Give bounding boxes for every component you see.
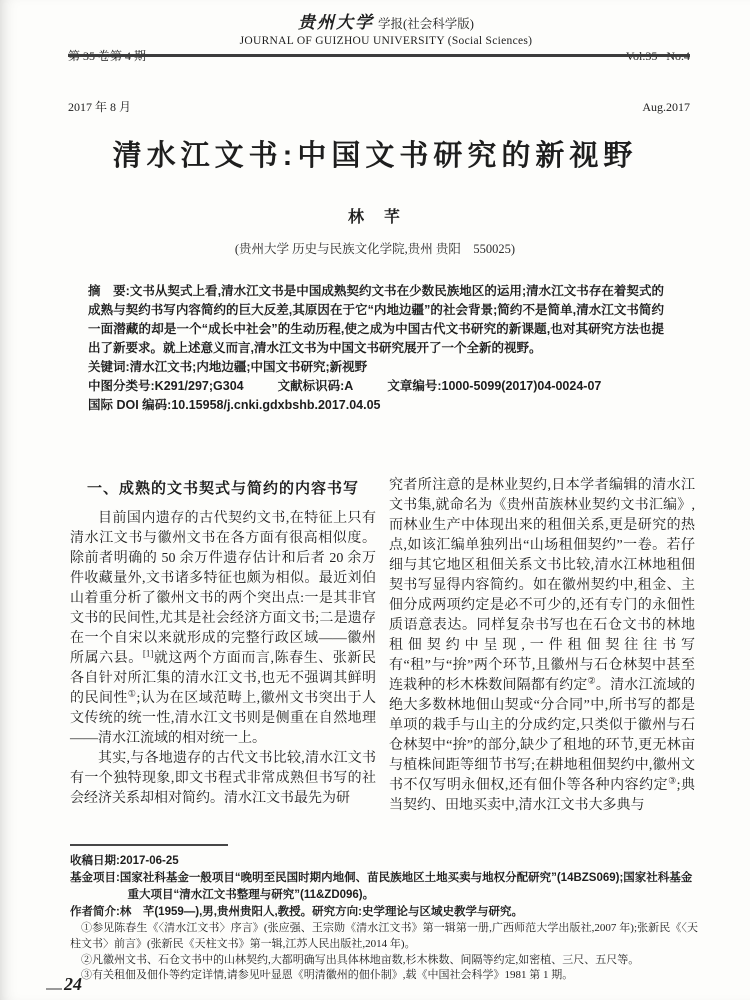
left-column (70, 476, 376, 816)
doi-value: 10.15958/j.cnki.gdxbshb.2017.04.05 (171, 398, 381, 412)
fund-text: 国家社科基金一般项目“晚明至民国时期内地侗、苗民族地区土地买卖与地权分配研究”(14BZS069);国家社科基金重大项目“清水江文书整理与研究”(11&ZD096)。 (119, 872, 693, 901)
journal-name-cn (240, 14, 533, 33)
header-volume-info (626, 14, 690, 150)
body-columns (70, 476, 695, 816)
keywords-label: 关键词: (88, 360, 130, 374)
header-divider-rule (68, 54, 690, 57)
clc-value: K291/297;G304 (154, 379, 244, 393)
page-header (68, 14, 690, 150)
header-issue-info (68, 14, 146, 150)
footnote-2: ②凡徽州文书、石仓文书中的山林契约,大都明确写出具体林地亩数,杉木株数、间隔等约定,如密植、三尺、五尺等。 (81, 953, 640, 966)
abstract-block (88, 282, 664, 415)
journal-name-suffix: 学报(社会科学版) (378, 17, 474, 31)
article-id-label: 文章编号: (387, 379, 442, 393)
keywords-text: 清水江文书;内地边疆;中国文书研究;新视野 (129, 360, 368, 374)
doc-code-label: 文献标识码: (277, 379, 345, 393)
bio-label: 作者简介: (70, 906, 120, 918)
page-number-tick (46, 988, 62, 990)
abstract-label: 摘 要: (88, 284, 130, 298)
page-number: 24 (64, 974, 82, 994)
footnote-divider-rule (70, 844, 228, 846)
article-title: 清水江文书:中国文书研究的新视野 (112, 140, 638, 172)
doi-line (88, 396, 664, 415)
section-heading: 一、成熟的文书契式与简约的内容书写 (86, 480, 359, 497)
received-label: 收稿日期: (70, 855, 120, 867)
issue-date-cn: 2017 年 8 月 (68, 100, 132, 114)
doi-label: 国际 DOI 编码: (88, 398, 172, 412)
journal-name-en: JOURNAL OF GUIZHOU UNIVERSITY (Social Sciences) (239, 35, 533, 47)
right-column (389, 476, 695, 816)
article-author: 林 芊 (347, 209, 402, 226)
footnote-1: ①参见陈春生《〈清水江文书〉序言》(张应强、王宗勋《清水江文书》第一辑第一册,广西师范大学出版社,2007 年);张新民《〈天柱文书〉前言》(张新民《天柱文书》第一辑,江苏人民出版社,2014 年)。 (70, 922, 698, 950)
issue-date-en: Aug.2017 (642, 100, 690, 114)
journal-name-block (240, 14, 533, 50)
author-affiliation: (贵州大学 历史与民族文化学院,贵州 贵阳 550025) (234, 242, 516, 256)
page-number-block (46, 974, 82, 995)
body-paragraph: 其实,与各地遗存的古代文书比较,清水江文书有一个独特现象,即文书程式非常成熟但书写的社会经济关系却相对简约。清水江文书最先为研 (70, 751, 376, 806)
footer-block (70, 853, 698, 984)
received-value: 2017-06-25 (119, 855, 179, 867)
bio-text: 林 芊(1959—),男,贵州贵阳人,教授。研究方向:史学理论与区域史教学与研究。 (119, 906, 523, 918)
abstract-text: 文书从契式上看,清水江文书是中国成熟契约文书在少数民族地区的运用;清水江文书存在着契式的成熟与契约书写内容简约的巨大反差,其原因在于它“内地边疆”的社会背景;简约不是简单,清水江文书简约一面潜藏的却是一个“成长中社会”的生动历程,使之成为中国古代文书研究的新课题,也对其研究方法也提出了新要求。就上述意义而言,清水江文书为中国文书研究展开了一个全新的视野。 (88, 284, 664, 355)
received-date-line (70, 853, 698, 870)
body-paragraph: 究者所注意的是林业契约,日本学者编辑的清水江文书集,就命名为《贵州苗族林业契约文书汇编》,而林业生产中体现出来的租佃关系,更是研究的热点,如该汇编单独列出“山场租佃契约”一卷。若仔细与其它地区租佃关系文书比较,清水江林地租佃契书写显得内容简约。如在徽州契约中,租金、主佃分成两项约定是必不可少的,还有专门的永佃性质语意表达。同样复杂书写也在石仓文书的林地租佃契约中呈现,一件租佃契往往书写有“租”与“拚”两个环节,且徽州与石仓林契中甚至连栽种的杉木株数间隔都有约定②。清水江流域的绝大多数林地佃山契或“分合同”中,所书写的都是单项的栽手与山主的分成约定,只类似于徽州与石仓林契中“拚”的部分,缺少了租地的环节,更无林亩与植株间距等细节书写;在耕地租佃契约中,徽州文书不仅写明永佃权,还有佃仆等各种内容约定③;典当契约、田地买卖中,清水江文书大多典与 (389, 478, 696, 813)
journal-brand-calligraphy: 贵州大学 (298, 13, 375, 32)
clc-segment (88, 377, 244, 396)
fund-project-line (70, 870, 698, 904)
fund-label: 基金项目: (70, 872, 120, 884)
doc-code-segment (278, 377, 354, 396)
clc-label: 中图分类号: (88, 379, 155, 393)
author-bio-line (70, 904, 698, 921)
doc-code-value: A (344, 379, 354, 393)
footnote-3: ③有关租佃及佃仆等约定详情,请参见叶显恩《明清徽州的佃仆制》,载《中国社会科学》1981 第 1 期。 (81, 969, 574, 982)
article-id-segment (387, 377, 601, 396)
abstract-paragraph (88, 282, 664, 358)
keywords-line (88, 358, 664, 377)
article-id-value: 1000-5099(2017)04-0024-07 (441, 379, 602, 393)
body-paragraph: 目前国内遗存的古代契约文书,在特征上只有清水江文书与徽州文书在各方面有很高相似度。除前者明确的 50 余万件遗存估计和后者 20 余万件收藏量外,文书诸多特征也颇为相似。最近刘伯山着重分析了徽州文书的两个突出点:一是其非官文书的民间性,尤其是社会经济方面文书;二是遗存在一个自宋以来就形成的完整行政区域——徽州所属六县。[1]就这两个方面而言,陈春生、张新民各自针对所汇集的清水江文书,也无不强调其鲜明的民间性①;认为在区域范畴上,徽州文书突出于人文传统的统一性,清水江文书则是侧重在自然地理——清水江流域的相对统一上。 (70, 511, 377, 746)
classification-line (88, 377, 664, 396)
